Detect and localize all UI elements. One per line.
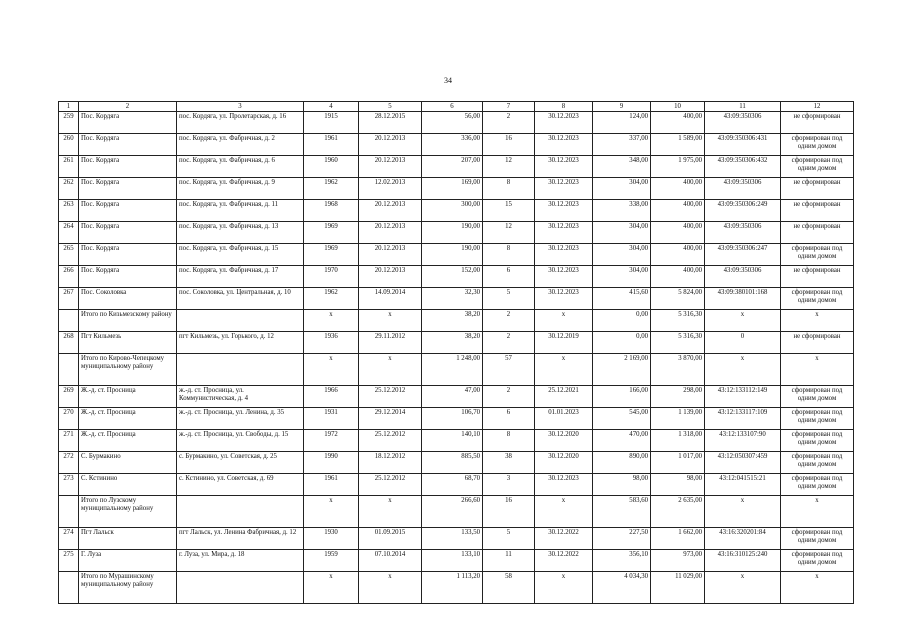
table-cell: 43:09:350306 [705, 178, 781, 200]
table-cell: 29.11.2012 [359, 332, 422, 354]
table-row [59, 550, 854, 572]
table-cell: х [705, 496, 781, 528]
table-cell: Пгт Кильмезь [79, 332, 177, 354]
table-cell: ж.-д. ст. Просница, ул. Свободы, д. 15 [177, 430, 304, 452]
table-cell: 14.09.2014 [359, 288, 422, 310]
table-cell: Пос. Кордяга [79, 222, 177, 244]
table-cell: 133,50 [422, 528, 483, 550]
table-cell [177, 572, 304, 604]
housing-table [58, 101, 854, 604]
table-cell: х [304, 310, 359, 332]
table-cell: 470,00 [593, 430, 651, 452]
table-cell: 338,00 [593, 200, 651, 222]
table-cell: 20.12.2013 [359, 222, 422, 244]
table-cell: 16 [483, 496, 535, 528]
table-cell: 30.12.2023 [535, 288, 593, 310]
table-cell: 1936 [304, 332, 359, 354]
table-cell: 1969 [304, 222, 359, 244]
table-cell: Ж.-д. ст. Просница [79, 408, 177, 430]
table-cell: 2 635,00 [651, 496, 705, 528]
table-cell: пос. Кордяга, ул. Фабричная, д. 6 [177, 156, 304, 178]
table-cell: 28.12.2015 [359, 112, 422, 134]
table-cell: 260 [59, 134, 79, 156]
column-number: 9 [593, 102, 651, 112]
table-cell: Пос. Кордяга [79, 112, 177, 134]
table-cell: 25.12.2012 [359, 430, 422, 452]
total-row [59, 496, 854, 528]
table-cell: пгт Лальск, ул. Ленина Фабричная, д. 12 [177, 528, 304, 550]
table-cell: не сформирован [781, 112, 854, 134]
table-cell: пос. Кордяга, ул. Фабричная, д. 17 [177, 266, 304, 288]
table-cell: с. Кстинино, ул. Советская, д. 69 [177, 474, 304, 496]
table-cell: 30.12.2023 [535, 200, 593, 222]
table-cell: 3 870,00 [651, 354, 705, 386]
table-row [59, 408, 854, 430]
table-cell: Пос. Кордяга [79, 266, 177, 288]
table-cell: 1 139,00 [651, 408, 705, 430]
table-cell: 267 [59, 288, 79, 310]
table-cell: 262 [59, 178, 79, 200]
column-number: 1 [59, 102, 79, 112]
table-cell: 29.12.2014 [359, 408, 422, 430]
table-cell: 1930 [304, 528, 359, 550]
column-number: 6 [422, 102, 483, 112]
table-cell: Ж.-д. ст. Просница [79, 386, 177, 408]
table-cell: 5 316,30 [651, 310, 705, 332]
table-cell: 124,00 [593, 112, 651, 134]
table-cell: 1 318,00 [651, 430, 705, 452]
table-cell: 43:16:310125:240 [705, 550, 781, 572]
table-cell: 30.12.2023 [535, 266, 593, 288]
table-cell: 20.12.2013 [359, 266, 422, 288]
table-cell: сформирован под одним домом [781, 134, 854, 156]
table-cell: 43:12:133107:90 [705, 430, 781, 452]
table-cell: не сформирован [781, 332, 854, 354]
table-row [59, 178, 854, 200]
table-cell: 1 662,00 [651, 528, 705, 550]
table-cell: 30.12.2023 [535, 178, 593, 200]
table-cell: 30.12.2023 [535, 474, 593, 496]
table-cell: пос. Соколовка, ул. Центральная, д. 10 [177, 288, 304, 310]
table-cell: пос. Кордяга, ул. Фабричная, д. 9 [177, 178, 304, 200]
table-cell [177, 496, 304, 528]
table-cell: 1 017,00 [651, 452, 705, 474]
table-cell: 1961 [304, 474, 359, 496]
table-cell: 152,00 [422, 266, 483, 288]
table-cell: 01.01.2023 [535, 408, 593, 430]
table-cell: 263 [59, 200, 79, 222]
table-cell: 261 [59, 156, 79, 178]
table-cell: 1990 [304, 452, 359, 474]
table-cell: сформирован под одним домом [781, 528, 854, 550]
column-number: 4 [304, 102, 359, 112]
table-cell: 207,00 [422, 156, 483, 178]
table-cell: 415,60 [593, 288, 651, 310]
table-cell: 190,00 [422, 244, 483, 266]
table-cell: 43:12:050307:459 [705, 452, 781, 474]
table-row [59, 430, 854, 452]
table-cell: 583,60 [593, 496, 651, 528]
table-cell: 1959 [304, 550, 359, 572]
table-cell: 0,00 [593, 310, 651, 332]
table-cell: 30.12.2020 [535, 452, 593, 474]
table-cell: 5 [483, 528, 535, 550]
table-cell: С. Бурмакино [79, 452, 177, 474]
table-row [59, 134, 854, 156]
table-cell: Пос. Кордяга [79, 134, 177, 156]
table-cell: сформирован под одним домом [781, 452, 854, 474]
table-cell: 300,00 [422, 200, 483, 222]
table-cell: 227,50 [593, 528, 651, 550]
table-cell: 140,10 [422, 430, 483, 452]
table-cell: 2 [483, 310, 535, 332]
table-cell: 38,20 [422, 332, 483, 354]
table-cell: 133,10 [422, 550, 483, 572]
table-cell: 3 [483, 474, 535, 496]
table-cell: 5 824,00 [651, 288, 705, 310]
table-cell: 38,20 [422, 310, 483, 332]
table-cell: пос. Кордяга, ул. Фабричная, д. 2 [177, 134, 304, 156]
table-cell: 1915 [304, 112, 359, 134]
table-cell: 8 [483, 178, 535, 200]
table-cell: 274 [59, 528, 79, 550]
table-cell: 2 [483, 386, 535, 408]
table-cell: не сформирован [781, 178, 854, 200]
table-cell: х [359, 496, 422, 528]
table-cell: 43:12:133117:109 [705, 408, 781, 430]
table-row [59, 222, 854, 244]
table-cell: х [535, 572, 593, 604]
table-cell: 30.12.2022 [535, 550, 593, 572]
table-row [59, 528, 854, 550]
table-cell: х [304, 496, 359, 528]
table-cell: 68,70 [422, 474, 483, 496]
table-cell: 25.12.2021 [535, 386, 593, 408]
table-cell: 1 975,00 [651, 156, 705, 178]
table-cell: х [359, 354, 422, 386]
table-cell [177, 310, 304, 332]
table-cell: 545,00 [593, 408, 651, 430]
table-cell: 1931 [304, 408, 359, 430]
table-cell: 268 [59, 332, 79, 354]
table-cell: 43:09:350306 [705, 266, 781, 288]
table-cell: 20.12.2013 [359, 134, 422, 156]
table-cell: 12 [483, 156, 535, 178]
table-cell: 190,00 [422, 222, 483, 244]
table-cell: 400,00 [651, 222, 705, 244]
table-cell: 1 113,20 [422, 572, 483, 604]
table-cell: Итого по Кирово-Чепецкому муниципальному району [79, 354, 177, 386]
table-row [59, 112, 854, 134]
table-cell: х [359, 572, 422, 604]
table-cell: х [781, 354, 854, 386]
table-cell: 4 034,30 [593, 572, 651, 604]
table-cell: 885,50 [422, 452, 483, 474]
table-cell: 275 [59, 550, 79, 572]
table-cell: 6 [483, 408, 535, 430]
table-cell: 400,00 [651, 244, 705, 266]
table-cell: сформирован под одним домом [781, 408, 854, 430]
table-cell: 265 [59, 244, 79, 266]
table-cell: 2 169,00 [593, 354, 651, 386]
column-number: 7 [483, 102, 535, 112]
column-number: 8 [535, 102, 593, 112]
table-cell: 400,00 [651, 112, 705, 134]
total-row [59, 572, 854, 604]
table-cell: 18.12.2012 [359, 452, 422, 474]
table-cell: 43:12:133112:149 [705, 386, 781, 408]
table-cell: сформирован под одним домом [781, 474, 854, 496]
table-cell: х [535, 354, 593, 386]
table-cell: не сформирован [781, 266, 854, 288]
table-cell: х [705, 354, 781, 386]
table-row [59, 474, 854, 496]
table-cell: 1960 [304, 156, 359, 178]
table-row [59, 200, 854, 222]
column-number: 2 [79, 102, 177, 112]
table-cell: 20.12.2013 [359, 244, 422, 266]
table-cell: х [781, 496, 854, 528]
table-cell: 266,60 [422, 496, 483, 528]
table-cell: х [535, 310, 593, 332]
table-cell: Пос. Соколовка [79, 288, 177, 310]
table-cell: 400,00 [651, 266, 705, 288]
table-cell: 6 [483, 266, 535, 288]
table-cell: 336,00 [422, 134, 483, 156]
table-cell: с. Бурмакино, ул. Советская, д. 25 [177, 452, 304, 474]
table-cell: г. Луза, ул. Мира, д. 18 [177, 550, 304, 572]
table-cell: 356,10 [593, 550, 651, 572]
table-cell [59, 310, 79, 332]
total-row [59, 354, 854, 386]
table-cell [59, 354, 79, 386]
page-number: 34 [444, 76, 452, 85]
table-cell: 16 [483, 134, 535, 156]
table-cell [59, 572, 79, 604]
table-cell [59, 496, 79, 528]
table-cell: 272 [59, 452, 79, 474]
table-cell: 5 [483, 288, 535, 310]
table-cell: 8 [483, 244, 535, 266]
table-cell: пос. Кордяга, ул. Фабричная, д. 11 [177, 200, 304, 222]
table-cell: Пгт Лальск [79, 528, 177, 550]
table-row [59, 332, 854, 354]
table-cell: сформирован под одним домом [781, 156, 854, 178]
table-cell: 30.12.2023 [535, 134, 593, 156]
table-cell: 98,00 [651, 474, 705, 496]
table-cell: Ж.-д. ст. Просница [79, 430, 177, 452]
table-cell: пос. Кордяга, ул. Пролетарская, д. 16 [177, 112, 304, 134]
table-cell: сформирован под одним домом [781, 244, 854, 266]
table-cell: 2 [483, 332, 535, 354]
table-cell: 0 [705, 332, 781, 354]
table-cell: 43:16:320201:84 [705, 528, 781, 550]
table-cell: 348,00 [593, 156, 651, 178]
table-cell: 298,00 [651, 386, 705, 408]
table-row [59, 452, 854, 474]
table-cell: 57 [483, 354, 535, 386]
table-cell: Пос. Кордяга [79, 178, 177, 200]
table-cell: 269 [59, 386, 79, 408]
table-cell: 43:09:350306:249 [705, 200, 781, 222]
table-cell: 5 316,30 [651, 332, 705, 354]
table-row [59, 288, 854, 310]
table-cell: 20.12.2013 [359, 200, 422, 222]
column-number: 12 [781, 102, 854, 112]
column-number: 5 [359, 102, 422, 112]
table-cell: ж.-д. ст. Просница, ул. Коммунистическая, д. 4 [177, 386, 304, 408]
table-cell: 264 [59, 222, 79, 244]
column-number: 3 [177, 102, 304, 112]
table-cell: Итого по Лузскому муниципальному району [79, 496, 177, 528]
column-number-row [59, 102, 854, 112]
table-cell: 30.12.2020 [535, 430, 593, 452]
table-cell: х [535, 496, 593, 528]
table-cell: х [781, 572, 854, 604]
table-cell: 11 029,00 [651, 572, 705, 604]
table-cell: 304,00 [593, 244, 651, 266]
table-cell: 1962 [304, 178, 359, 200]
table-cell: 30.12.2023 [535, 156, 593, 178]
table-cell: пос. Кордяга, ул. Фабричная, д. 13 [177, 222, 304, 244]
table-cell: 1962 [304, 288, 359, 310]
table-row [59, 156, 854, 178]
table-cell: сформирован под одним домом [781, 430, 854, 452]
table-row [59, 266, 854, 288]
table-cell: Итого по Мурашинскому муниципальному району [79, 572, 177, 604]
table-cell: 43:09:350306:432 [705, 156, 781, 178]
table-cell: Пос. Кордяга [79, 244, 177, 266]
table-cell: х [705, 572, 781, 604]
table-cell: 1970 [304, 266, 359, 288]
table-cell: 1972 [304, 430, 359, 452]
table-cell: 259 [59, 112, 79, 134]
table-cell: 1 248,00 [422, 354, 483, 386]
table-cell: 273 [59, 474, 79, 496]
table-cell: 98,00 [593, 474, 651, 496]
column-number: 10 [651, 102, 705, 112]
table-cell: 12 [483, 222, 535, 244]
table-cell: 25.12.2012 [359, 386, 422, 408]
table-cell: 43:09:380101:168 [705, 288, 781, 310]
table-cell: 270 [59, 408, 79, 430]
table-cell: 2 [483, 112, 535, 134]
table-cell: 30.12.2023 [535, 244, 593, 266]
table-cell: 106,70 [422, 408, 483, 430]
table-cell: 30.12.2023 [535, 222, 593, 244]
table-cell: сформирован под одним домом [781, 288, 854, 310]
table-cell: 1969 [304, 244, 359, 266]
table-cell: 30.12.2019 [535, 332, 593, 354]
table-cell: 56,00 [422, 112, 483, 134]
table-cell: 47,00 [422, 386, 483, 408]
table-cell: х [304, 572, 359, 604]
table-cell: 1961 [304, 134, 359, 156]
table-cell: не сформирован [781, 200, 854, 222]
table-cell: х [705, 310, 781, 332]
table-cell: 43:09:350306:247 [705, 244, 781, 266]
table-cell: 43:09:350306 [705, 222, 781, 244]
table-cell: Пос. Кордяга [79, 200, 177, 222]
table-cell: 890,00 [593, 452, 651, 474]
table-cell [177, 354, 304, 386]
table-cell: 271 [59, 430, 79, 452]
table-cell: 1 589,00 [651, 134, 705, 156]
table-cell: ж.-д. ст. Просница, ул. Ленина, д. 35 [177, 408, 304, 430]
table-cell: 30.12.2023 [535, 112, 593, 134]
table-cell: 304,00 [593, 222, 651, 244]
table-cell: 58 [483, 572, 535, 604]
table-cell: 973,00 [651, 550, 705, 572]
table-cell: 15 [483, 200, 535, 222]
table-cell: С. Кстинино [79, 474, 177, 496]
table-cell: х [781, 310, 854, 332]
table-cell: 400,00 [651, 178, 705, 200]
table-cell: 38 [483, 452, 535, 474]
table-cell: Пос. Кордяга [79, 156, 177, 178]
total-row [59, 310, 854, 332]
table-cell: 8 [483, 430, 535, 452]
table-cell: 266 [59, 266, 79, 288]
table-cell: 1968 [304, 200, 359, 222]
table-cell: х [304, 354, 359, 386]
table-cell: 12.02.2013 [359, 178, 422, 200]
table-cell: сформирован под одним домом [781, 550, 854, 572]
table-cell: пос. Кордяга, ул. Фабричная, д. 15 [177, 244, 304, 266]
table-cell: пгт Кильмезь, ул. Горького, д. 12 [177, 332, 304, 354]
table-cell: 304,00 [593, 266, 651, 288]
table-cell: 43:12:041515:21 [705, 474, 781, 496]
table-cell: Г. Луза [79, 550, 177, 572]
table-cell: 01.09.2015 [359, 528, 422, 550]
table-cell: 07.10.2014 [359, 550, 422, 572]
table-cell: не сформирован [781, 222, 854, 244]
table-cell: 0,00 [593, 332, 651, 354]
table-cell: 166,00 [593, 386, 651, 408]
table-row [59, 386, 854, 408]
table-cell: 169,00 [422, 178, 483, 200]
table-cell: сформирован под одним домом [781, 386, 854, 408]
table-cell: 337,00 [593, 134, 651, 156]
table-cell: 1966 [304, 386, 359, 408]
table-cell: 11 [483, 550, 535, 572]
table-cell: 25.12.2012 [359, 474, 422, 496]
table-cell: 400,00 [651, 200, 705, 222]
table-cell: 43:09:350306:431 [705, 134, 781, 156]
column-number: 11 [705, 102, 781, 112]
table-cell: 30.12.2022 [535, 528, 593, 550]
table-cell: 304,00 [593, 178, 651, 200]
table-cell: 32,30 [422, 288, 483, 310]
table-cell: 20.12.2013 [359, 156, 422, 178]
table-cell: х [359, 310, 422, 332]
table-cell: Итого по Кизьмезскому району [79, 310, 177, 332]
table-cell: 43:09:350306 [705, 112, 781, 134]
table-row [59, 244, 854, 266]
